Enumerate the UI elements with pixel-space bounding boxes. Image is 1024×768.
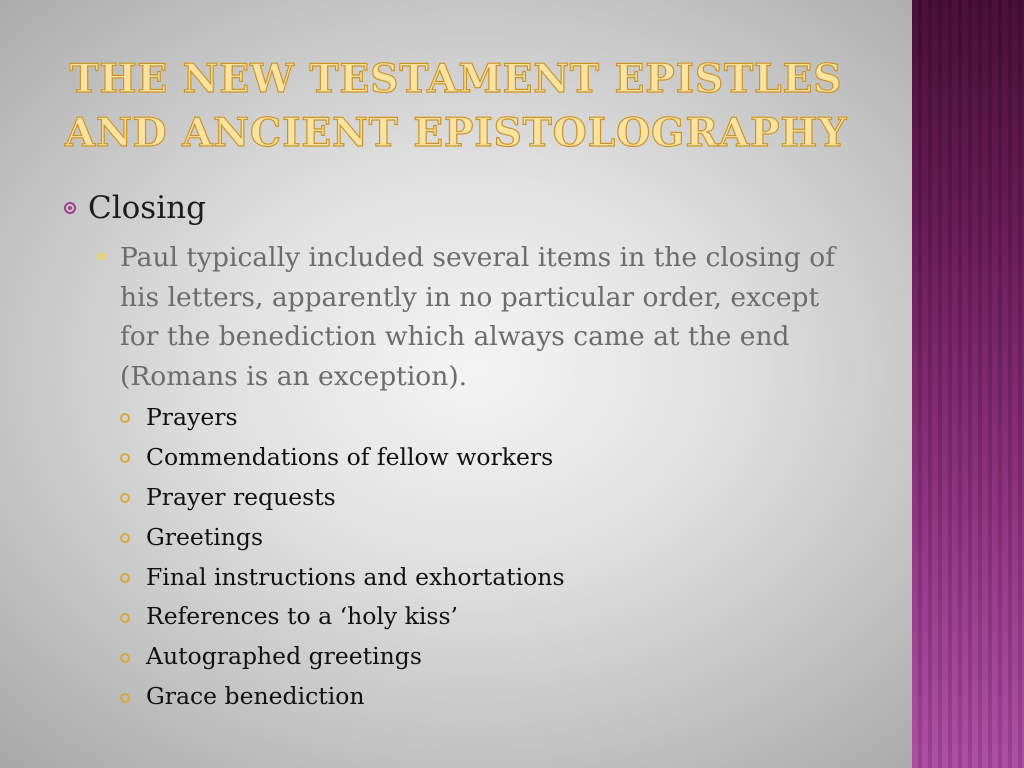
list-item (120, 517, 565, 557)
list-item (120, 557, 565, 597)
list-item (120, 636, 565, 676)
closing-items-list (120, 397, 565, 716)
ring-bullet-icon (120, 453, 130, 463)
ring-bullet-icon (120, 533, 130, 543)
ring-bullet-icon (120, 613, 130, 623)
list-item-text: Prayer requests (146, 482, 336, 511)
circle-dot-bullet-icon (64, 202, 76, 214)
list-item-text: Final instructions and exhortations (146, 562, 565, 591)
title-line-1: THE NEW TESTAMENT EPISTLES (69, 56, 843, 102)
ring-bullet-icon (120, 573, 130, 583)
decorative-sidebar (912, 0, 1024, 768)
bullet-paragraph (98, 238, 850, 396)
list-item-text: Prayers (146, 402, 238, 431)
heading-closing: Closing (88, 190, 206, 226)
title-line-2: AND ANCIENT EPISTOLOGRAPHY (64, 110, 848, 156)
list-item (120, 397, 565, 437)
ring-bullet-icon (120, 653, 130, 663)
ring-bullet-icon (120, 693, 130, 703)
list-item (120, 437, 565, 477)
list-item (120, 676, 565, 716)
list-item (120, 596, 565, 636)
slide-title (30, 52, 882, 160)
square-bullet-icon (98, 253, 105, 260)
ring-bullet-icon (120, 413, 130, 423)
ring-bullet-icon (120, 493, 130, 503)
list-item-text: Commendations of fellow workers (146, 442, 554, 471)
list-item-text: Grace benediction (146, 682, 365, 711)
paragraph-text: Paul typically included several items in the closing of his letters, apparently in no particular order, except for the benediction which always came at the end (Romans is an exception). (120, 242, 836, 392)
list-item-text: References to a ‘holy kiss’ (146, 602, 458, 631)
bullet-closing (64, 188, 206, 228)
list-item-text: Greetings (146, 522, 264, 551)
list-item (120, 477, 565, 517)
list-item-text: Autographed greetings (146, 642, 422, 671)
